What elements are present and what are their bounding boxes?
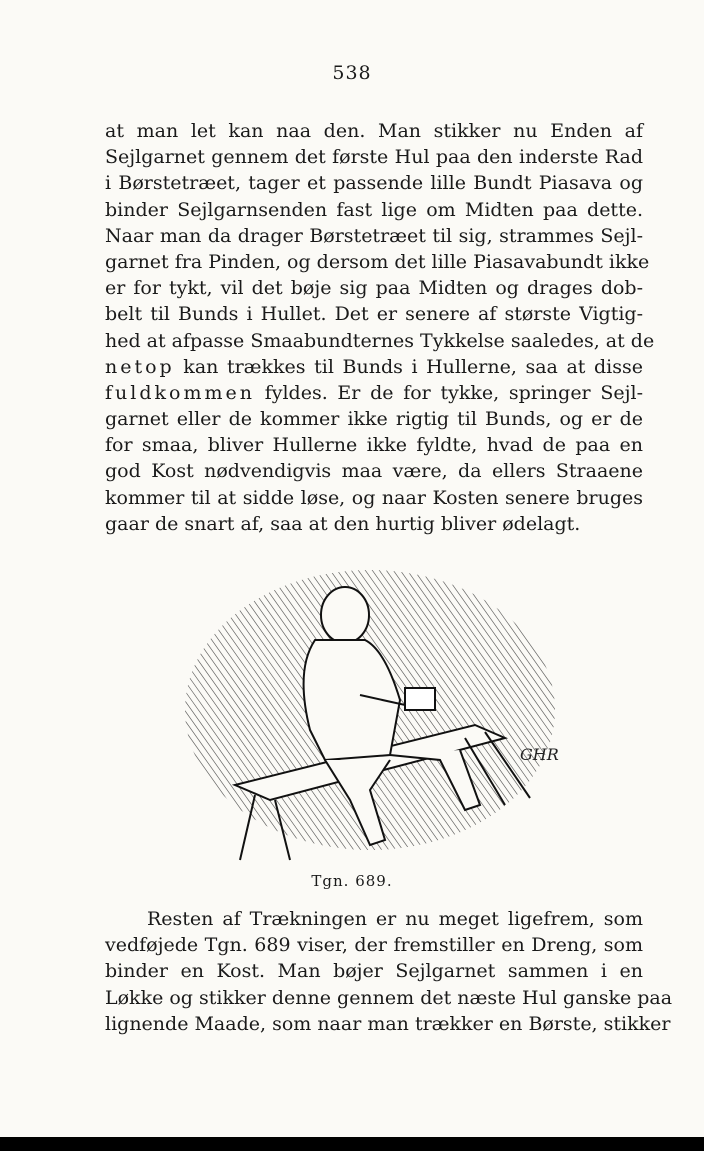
hatch-line bbox=[519, 560, 575, 870]
hatch-line bbox=[175, 560, 228, 870]
hatch-line bbox=[477, 560, 575, 870]
hatch-line bbox=[175, 560, 291, 870]
hatch-line bbox=[175, 560, 186, 870]
text-line: netop kan trækkes til Bunds i Hullerne, saa at disse bbox=[105, 355, 643, 378]
hatch-line bbox=[554, 560, 575, 870]
hatch-line bbox=[512, 560, 575, 870]
page-number: 538 bbox=[332, 62, 372, 84]
text-line: er for tykt, vil det bøje sig paa Midten og drages dob- bbox=[105, 277, 643, 300]
text-line: gaar de snart af, saa at den hurtig bliver ødelagt. bbox=[105, 512, 581, 535]
hatch-line bbox=[175, 560, 214, 870]
figure-caption: Tgn. 689. bbox=[311, 872, 393, 890]
text-line: kommer til at sidde løse, og naar Kosten senere bruges bbox=[105, 486, 643, 509]
text-line: garnet fra Pinden, og dersom det lille Piasavabundt ikke bbox=[105, 250, 650, 273]
hatch-line bbox=[175, 560, 235, 870]
hatch-line bbox=[175, 560, 242, 870]
text-line: hed at afpasse Smaabundternes Tykkelse saaledes, at de bbox=[105, 329, 655, 352]
paragraph-top bbox=[105, 118, 655, 537]
text-line: Resten af Trækningen er nu meget ligefrem, som bbox=[147, 908, 643, 930]
text-line: at man let kan naa den. Man stikker nu Enden af bbox=[105, 120, 643, 142]
hatch-line bbox=[470, 560, 575, 870]
hatch-line bbox=[175, 560, 326, 870]
hatch-line bbox=[456, 560, 575, 870]
text-line: garnet eller de kommer ikke rigtig til Bunds, og er de bbox=[105, 408, 643, 431]
hatch-line bbox=[175, 560, 179, 870]
hatch-line bbox=[175, 560, 312, 870]
text-line: binder en Kost. Man bøjer Sejlgarnet sammen i en bbox=[105, 960, 643, 983]
hatch-line bbox=[175, 560, 221, 870]
text-line: Løkke og stikker denne gennem det næste Hul ganske paa bbox=[105, 986, 673, 1009]
hatch-line bbox=[175, 560, 277, 870]
hatch-line bbox=[428, 560, 575, 870]
hatch-line bbox=[175, 560, 284, 870]
hatch-line bbox=[484, 560, 575, 870]
hatch-line bbox=[379, 560, 575, 870]
hatch-line bbox=[175, 560, 305, 870]
hatch-line bbox=[393, 560, 575, 870]
text-line: Sejlgarnet gennem det første Hul paa den inderste Rad bbox=[105, 146, 643, 169]
hatch-line bbox=[526, 560, 575, 870]
hatch-line bbox=[463, 560, 575, 870]
hatch-line bbox=[547, 560, 575, 870]
hatch-line bbox=[561, 560, 575, 870]
text-line: fuldkommen fyldes. Er de for tykke, springer Sejl- bbox=[105, 381, 643, 404]
hatch-line bbox=[414, 560, 575, 870]
hatch-line bbox=[407, 560, 575, 870]
hatch-line bbox=[568, 560, 575, 870]
hatch-line bbox=[175, 560, 298, 870]
text-line: god Kost nødvendigvis maa være, da ellers Straaene bbox=[105, 460, 643, 483]
hatch-line bbox=[175, 560, 319, 870]
text-line: for smaa, bliver Hullerne ikke fyldte, hvad de paa en bbox=[105, 434, 643, 457]
hatch-line bbox=[533, 560, 575, 870]
spaced-word: netop bbox=[105, 355, 175, 378]
hatch-line bbox=[505, 560, 575, 870]
hatch-line bbox=[175, 560, 193, 870]
hatch-line bbox=[372, 560, 575, 870]
spaced-word: fuldkommen bbox=[105, 381, 255, 404]
illustration-boy-binding-broom bbox=[175, 560, 575, 870]
text-line: binder Sejlgarnsenden fast lige om Midten paa dette. bbox=[105, 198, 643, 221]
hatch-line bbox=[442, 560, 575, 870]
paragraph-bottom bbox=[105, 906, 673, 1037]
hatch-line bbox=[175, 560, 249, 870]
hatch-line bbox=[491, 560, 575, 870]
text-line: vedføjede Tgn. 689 viser, der fremstiller en Dreng, som bbox=[105, 934, 643, 957]
text-line: lignende Maade, som naar man trækker en Børste, stikker bbox=[105, 1012, 671, 1035]
hatch-line bbox=[498, 560, 575, 870]
hatch-line bbox=[175, 560, 200, 870]
scan-edge-bar bbox=[0, 1137, 704, 1151]
text-line: belt til Bunds i Hullet. Det er senere af største Vigtig- bbox=[105, 303, 643, 326]
hatch-line bbox=[386, 560, 575, 870]
text-line: i Børstetræet, tager et passende lille Bundt Piasava og bbox=[105, 172, 643, 195]
hatch-line bbox=[175, 560, 270, 870]
artist-signature: GHR bbox=[520, 745, 559, 764]
hatch-line bbox=[435, 560, 575, 870]
text-line: Naar man da drager Børstetræet til sig, strammes Sejl- bbox=[105, 224, 643, 247]
